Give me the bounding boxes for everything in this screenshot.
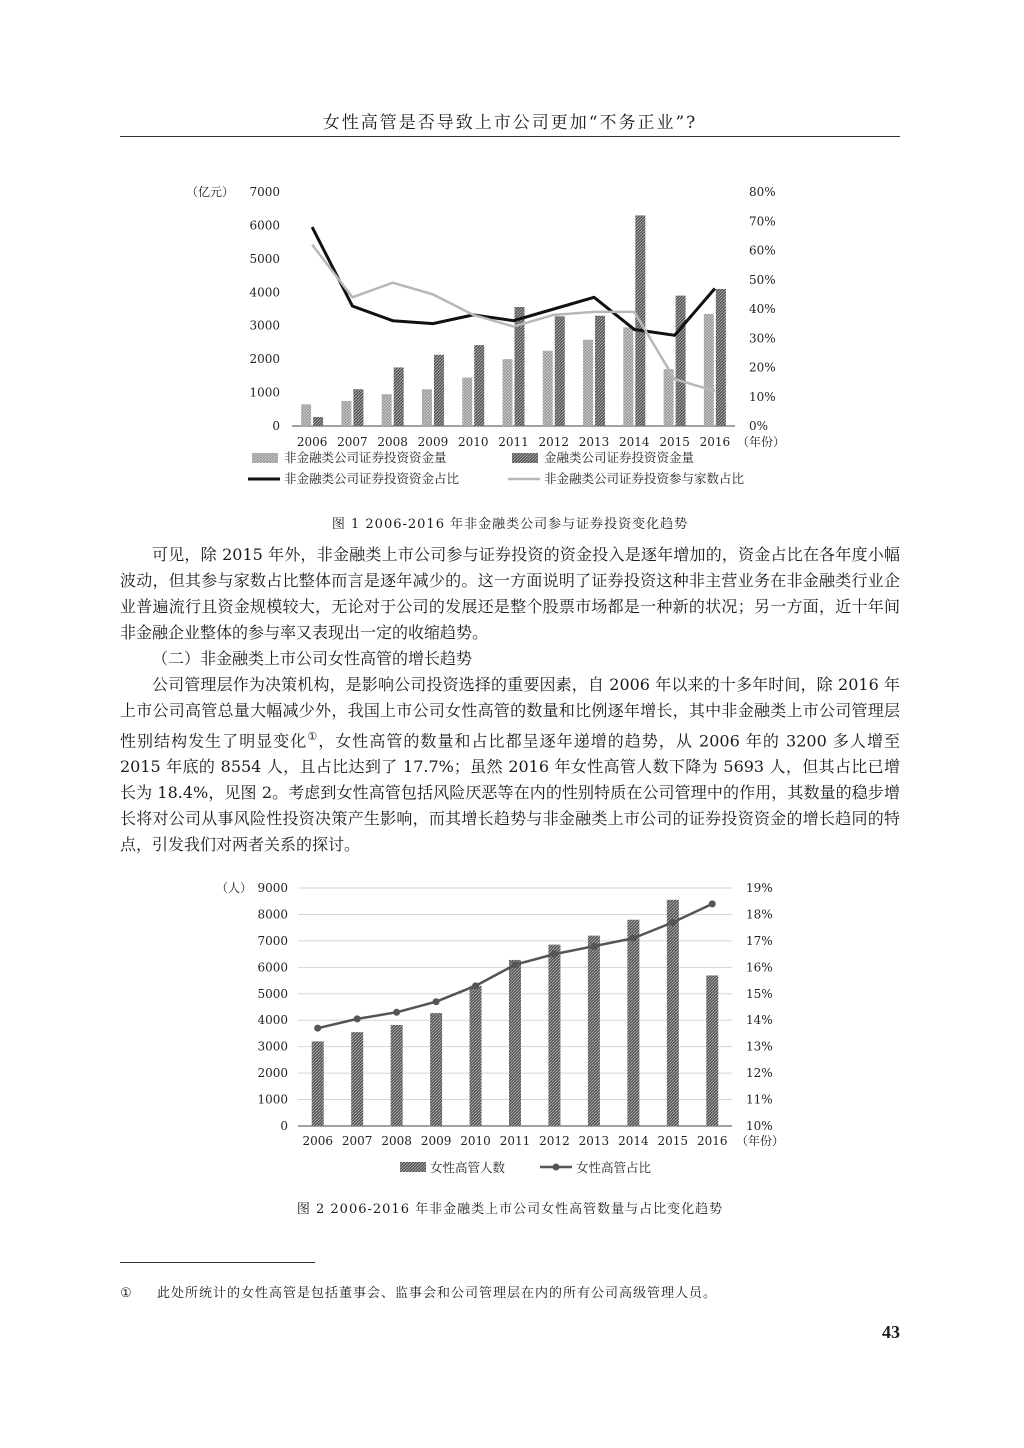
bar-female-executives-count <box>470 986 482 1126</box>
y-right-tick-label: 0% <box>749 419 769 433</box>
x-tick-label: 2007 <box>341 1134 373 1148</box>
figure-1-caption: 图 1 2006-2016 年非金融类公司参与证券投资变化趋势 <box>331 517 689 532</box>
x-tick-label: 2010 <box>457 435 489 449</box>
point-female-executives-share <box>354 1015 361 1022</box>
point-female-executives-share <box>472 982 479 989</box>
figure-2-chart <box>210 872 820 1190</box>
y-right-tick-label: 60% <box>749 243 776 258</box>
y-right-tick-label: 40% <box>749 302 776 316</box>
y-right-tick-label: 70% <box>749 214 776 229</box>
y-left-tick-label: 2000 <box>249 352 280 367</box>
x-tick-label: 2011 <box>498 435 529 449</box>
y-left-tick-label: 6000 <box>249 218 280 233</box>
y-right-tick-label: 16% <box>746 960 773 975</box>
y-right-tick-label: 15% <box>746 986 773 1001</box>
x-tick-label: 2011 <box>499 1134 531 1148</box>
y-right-tick-label: 18% <box>746 907 773 922</box>
footnote-rule <box>120 1262 315 1263</box>
x-tick-label: 2006 <box>296 435 328 449</box>
y-right-tick-label: 13% <box>746 1039 773 1054</box>
bar-nonfinancial-amount <box>382 394 392 426</box>
y-right-tick-label: 30% <box>749 331 776 346</box>
legend-female-executives-share-label: 女性高管占比 <box>576 1160 652 1175</box>
bar-female-executives-count <box>627 920 639 1126</box>
legend-financial-amount-label: 金融类公司证券投资资金量 <box>544 450 695 465</box>
bar-financial-amount <box>474 345 484 426</box>
y-left-tick-label: 3000 <box>249 318 280 333</box>
y-right-tick-label: 11% <box>746 1092 773 1107</box>
x-tick-label: 2016 <box>696 1134 728 1148</box>
bar-female-executives-count <box>588 936 600 1126</box>
x-tick-label: 2007 <box>337 435 368 449</box>
point-female-executives-share <box>630 935 637 942</box>
x-unit-label: （年份） <box>737 435 786 449</box>
paragraph-1: 可见，除 2015 年外，非金融类上市公司参与证券投资的资金投入是逐年增加的，资金占比在各年度小幅波动，但其参与家数占比整体而言是逐年减少的。这一方面说明了证券投资这种非主营业务在非金融类行业企业普遍流行且资金规模较大，无论对于公司的发展还是整个股票市场都是一种新的状况；另一方面，近十年间非金融企业整体的参与率又表现出一定的收缩趋势。 <box>120 545 900 642</box>
y-right-tick-label: 80% <box>749 185 776 199</box>
bar-nonfinancial-amount <box>623 327 633 426</box>
bar-nonfinancial-amount <box>543 351 553 426</box>
y-left-tick-label: 4000 <box>249 285 280 300</box>
body-text <box>120 542 900 858</box>
y-right-tick-label: 20% <box>749 360 776 375</box>
x-tick-label: 2009 <box>420 1134 452 1148</box>
y-left-tick-label: 1000 <box>257 1092 288 1107</box>
legend-nonfinancial-amount-label: 非金融类公司证券投资资金量 <box>284 450 447 465</box>
y-right-tick-label: 10% <box>749 389 776 404</box>
y-left-tick-label: 4000 <box>257 1013 288 1028</box>
legend-nonfinancial-amount-swatch <box>252 453 278 463</box>
section-heading: （二）非金融类上市公司女性高管的增长趋势 <box>152 649 473 668</box>
y-left-unit-label: （人） <box>215 881 252 895</box>
paragraph-2-part-b: ，女性高管的数量和占比都呈逐年递增的趋势，从 2006 年的 3200 多人增至 2015 年底的 8554 人，且占比达到了 17.7%；虽然 2016 年女性高管人数下降为 5693 人，但其占比已增长为 18.4%，见图 2。考虑到女性高管包括风险厌恶等在内的性别特质在公司管理中的作用，其数量的稳步增长将对公司从事风险性投资决策产生影响，而其增长趋势与非金融类上市公司的证券投资资金的增长趋同的特点，引发我们对两者关系的探讨。 <box>120 731 900 855</box>
bar-female-executives-count <box>312 1041 324 1126</box>
y-left-tick-label: 7000 <box>257 933 288 948</box>
point-female-executives-share <box>551 951 558 958</box>
x-tick-label: 2010 <box>460 1134 491 1148</box>
bar-female-executives-count <box>667 900 679 1126</box>
bar-nonfinancial-amount <box>422 389 432 426</box>
point-female-executives-share <box>512 961 519 968</box>
bar-female-executives-count <box>706 975 718 1126</box>
figure-1-chart <box>180 176 820 496</box>
paragraph-2-part-a: 公司管理层作为决策机构，是影响公司投资选择的重要因素，自 2006 年以来的十多年时间，除 2016 年上市公司高管总量大幅减少外，我国上市公司女性高管的数量和比例逐年增长，其中非金融类上市公司管理层性别结构发生了明显变化 <box>120 675 900 751</box>
bar-nonfinancial-amount <box>341 401 351 426</box>
y-right-tick-label: 10% <box>746 1119 773 1133</box>
x-tick-label: 2015 <box>657 1134 689 1148</box>
point-female-executives-share <box>433 998 440 1005</box>
x-tick-label: 2009 <box>417 435 449 449</box>
legend-female-executives-count-label: 女性高管人数 <box>430 1160 506 1175</box>
y-left-tick-label: 5000 <box>249 251 280 266</box>
bar-financial-amount <box>353 389 363 426</box>
y-left-tick-label: 0 <box>280 1119 288 1133</box>
y-right-tick-label: 12% <box>746 1066 773 1081</box>
y-left-tick-label: 9000 <box>257 881 288 895</box>
x-tick-label: 2014 <box>619 435 650 449</box>
legend-female-executives-count-swatch <box>400 1162 426 1172</box>
bar-financial-amount <box>676 296 686 426</box>
x-tick-label: 2008 <box>377 435 408 449</box>
footnote-reference: ① <box>307 730 319 743</box>
x-tick-label: 2006 <box>302 1134 334 1148</box>
point-female-executives-share <box>669 919 676 926</box>
footnote-text: 此处所统计的女性高管是包括董事会、监事会和公司管理层在内的所有公司高级管理人员。 <box>156 1286 717 1301</box>
point-female-executives-share <box>590 943 597 950</box>
legend-female-executives-share-marker <box>553 1164 560 1171</box>
bar-nonfinancial-amount <box>664 369 674 426</box>
x-tick-label: 2013 <box>578 1134 610 1148</box>
x-tick-label: 2012 <box>538 435 570 449</box>
y-left-tick-label: 5000 <box>257 986 288 1001</box>
line-nonfinancial-participant-share <box>312 245 715 391</box>
point-female-executives-share <box>393 1009 400 1016</box>
y-left-tick-label: 3000 <box>257 1039 288 1054</box>
header-rule <box>120 136 900 137</box>
legend-nonfinancial-amount-share-label: 非金融类公司证券投资资金占比 <box>284 471 460 486</box>
bar-nonfinancial-amount <box>503 359 513 426</box>
bar-nonfinancial-amount <box>462 378 472 426</box>
x-tick-label: 2014 <box>618 1134 649 1148</box>
y-right-tick-label: 50% <box>749 272 776 287</box>
bar-financial-amount <box>394 368 404 427</box>
y-right-tick-label: 17% <box>746 933 773 948</box>
bar-female-executives-count <box>391 1025 403 1126</box>
bar-financial-amount <box>716 289 726 426</box>
x-tick-label: 2008 <box>381 1134 412 1148</box>
y-left-tick-label: 1000 <box>249 385 280 400</box>
page-number: 43 <box>882 1322 900 1342</box>
bar-nonfinancial-amount <box>301 404 311 426</box>
point-female-executives-share <box>314 1025 321 1032</box>
paragraph-2 <box>120 672 900 858</box>
y-right-tick-label: 19% <box>746 881 773 895</box>
legend-financial-amount-swatch <box>512 453 538 463</box>
y-left-tick-label: 2000 <box>257 1066 288 1081</box>
running-head: 女性高管是否导致上市公司更加“不务正业”? <box>322 113 698 133</box>
x-unit-label: （年份） <box>736 1134 785 1148</box>
bar-financial-amount <box>555 316 565 426</box>
y-left-tick-label: 6000 <box>257 960 288 975</box>
y-left-unit-label: （亿元） <box>185 185 234 199</box>
bar-female-executives-count <box>430 1013 442 1126</box>
y-right-tick-label: 14% <box>746 1013 773 1028</box>
y-left-tick-label: 7000 <box>249 185 280 199</box>
point-female-executives-share <box>709 900 716 907</box>
figure-2-caption: 图 2 2006-2016 年非金融类上市公司女性高管数量与占比变化趋势 <box>296 1202 724 1217</box>
x-tick-label: 2015 <box>659 435 690 449</box>
bar-female-executives-count <box>509 960 521 1126</box>
line-nonfinancial-amount-share <box>312 227 715 335</box>
x-tick-label: 2016 <box>699 435 731 449</box>
bar-nonfinancial-amount <box>583 340 593 426</box>
footnote <box>120 1282 900 1301</box>
footnote-marker: ① <box>120 1286 133 1301</box>
bar-financial-amount <box>595 316 605 426</box>
bar-female-executives-count <box>351 1032 363 1126</box>
bar-financial-amount <box>313 417 323 426</box>
x-tick-label: 2013 <box>578 435 610 449</box>
y-left-tick-label: 8000 <box>257 907 288 922</box>
bar-female-executives-count <box>548 945 560 1126</box>
bar-nonfinancial-amount <box>704 314 714 426</box>
y-left-tick-label: 0 <box>272 419 280 433</box>
x-tick-label: 2012 <box>539 1134 570 1148</box>
legend-nonfinancial-participant-share-label: 非金融类公司证券投资参与家数占比 <box>544 471 745 486</box>
bar-financial-amount <box>434 355 444 426</box>
